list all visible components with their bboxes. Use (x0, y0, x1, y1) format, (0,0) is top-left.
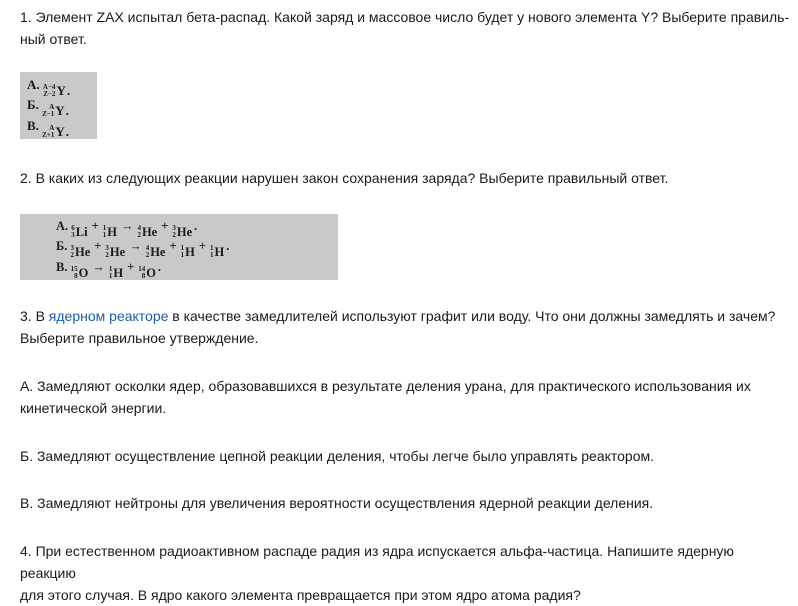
question-4-line-2: для этого случая. В ядро какого элемента превращается при этом ядро атома радия? (20, 587, 581, 603)
mass-number: 6 (71, 224, 75, 232)
charge-number: 1 (209, 251, 214, 259)
question-3-line-2: Выберите правильное утверждение. (20, 330, 259, 346)
q2-option-letter: А. (56, 219, 69, 233)
question-4-line-1: 4. При естественном радиоактивном распаде радия из ядра испускается альфа-частица. Напишите ядерную реакцию (20, 543, 734, 581)
mass-number: 1 (108, 265, 113, 273)
nuclide (138, 265, 156, 281)
q2-option-letter: В. (56, 260, 68, 274)
charge-number: 1 (108, 272, 113, 280)
mass-number: 4 (137, 224, 141, 232)
nuclide (71, 265, 89, 281)
reaction-operator: → (92, 260, 105, 274)
mass-number: 3 (70, 244, 75, 252)
charge-number: 2 (105, 251, 109, 259)
reaction-operator: + (169, 239, 177, 253)
element-symbol: H (113, 266, 124, 280)
element-symbol: O (78, 266, 89, 280)
reaction-end: . (157, 260, 162, 274)
element-symbol: O (146, 266, 156, 280)
question-1-text-cont: ный ответ. (20, 31, 87, 47)
nuclide (210, 244, 224, 260)
element-symbol: H (185, 245, 195, 259)
answer-a (20, 375, 790, 419)
answer-a-line-2: кинетической энергии. (20, 400, 167, 416)
question-1-text: 1. Элемент ZAX испытал бета-распад. Какой заряд и массовое число будет у нового элемента Y? Выберите правиль- (20, 9, 790, 25)
answer-a-line-1: А. Замедляют осколки ядер, образовавшихся в результате деления урана, для практического использования их (20, 378, 751, 394)
charge-number: 2 (70, 251, 75, 259)
question-4 (20, 540, 790, 606)
element-symbol: He (176, 225, 193, 239)
nuclide (181, 244, 195, 260)
q2-option-a (56, 218, 197, 240)
element-symbol: He (150, 245, 166, 259)
reaction-operator: → (129, 239, 142, 253)
q1-option-b: Б. A Z−1 Y . (27, 97, 69, 118)
reaction-end: . (226, 239, 230, 253)
question-2-text: 2. В каких из следующих реакции нарушен закон сохранения заряда? Выберите правильный ответ. (20, 170, 669, 186)
question-1-options-image (20, 72, 97, 139)
element-symbol: He (75, 245, 91, 259)
q1-option-c: В. A Z+1 Y . (27, 118, 69, 139)
nuclide (146, 244, 166, 260)
charge-number: 2 (172, 231, 176, 239)
mass-number: 1 (209, 244, 214, 252)
nuclear-reactor-link[interactable]: ядерном реакторе (48, 308, 169, 324)
charge-number: 1 (180, 251, 185, 259)
answer-b-text: Б. Замедляют осуществление цепной реакции деления, чтобы легче было управлять реактором. (20, 448, 655, 464)
q2-option-b (56, 238, 229, 260)
charge-number: 3 (71, 231, 75, 239)
mass-number: 1 (180, 244, 185, 252)
mass-number: 14 (138, 265, 146, 273)
charge-number: 8 (74, 272, 78, 280)
reaction-operator: + (127, 260, 135, 274)
element-symbol: H (214, 245, 225, 259)
q1-option-c-nuclide: A Z+1 Y . (42, 124, 69, 139)
q1-option-a: А. A−4 Z−2 Y . (27, 77, 71, 98)
charge-number: 2 (137, 231, 141, 239)
mass-number: 4 (145, 244, 150, 252)
reaction-end: . (194, 219, 198, 233)
q1-option-a-nuclide: A−4 Z−2 Y . (42, 83, 71, 98)
question-3 (20, 305, 790, 349)
answer-b (20, 445, 790, 467)
question-2 (20, 167, 790, 189)
nuclide (109, 265, 123, 281)
nuclide (71, 244, 91, 260)
mass-number: 15 (70, 265, 78, 273)
question-3-prefix: 3. В (20, 308, 49, 324)
reaction-operator: + (94, 239, 102, 253)
q2-option-letter: Б. (56, 239, 68, 253)
element-symbol: Li (75, 225, 88, 239)
answer-c-text: В. Замедляют нейтроны для увеличения вероятности осуществления ядерной реакции деления. (20, 495, 654, 511)
mass-number: 3 (172, 224, 176, 232)
q1-option-b-nuclide: A Z−1 Y . (42, 103, 69, 118)
question-2-options-image (20, 214, 338, 280)
reaction-operator: + (91, 219, 99, 233)
reaction-operator: + (161, 219, 169, 233)
question-3-suffix: в качестве замедлителей используют графит или воду. Что они должны замедлять и зачем? (168, 308, 776, 324)
reaction-operator: + (198, 239, 206, 253)
element-symbol: He (141, 225, 158, 239)
answer-c (20, 492, 790, 514)
reaction-operator: → (120, 219, 134, 233)
nuclide (105, 244, 125, 260)
element-symbol: H (107, 225, 117, 239)
charge-number: 2 (145, 251, 150, 259)
q2-option-c (56, 259, 161, 281)
charge-number: 8 (141, 272, 146, 280)
mass-number: 1 (102, 224, 107, 232)
question-1 (20, 6, 790, 50)
element-symbol: He (109, 245, 126, 259)
charge-number: 1 (102, 231, 107, 239)
mass-number: 3 (105, 244, 109, 252)
